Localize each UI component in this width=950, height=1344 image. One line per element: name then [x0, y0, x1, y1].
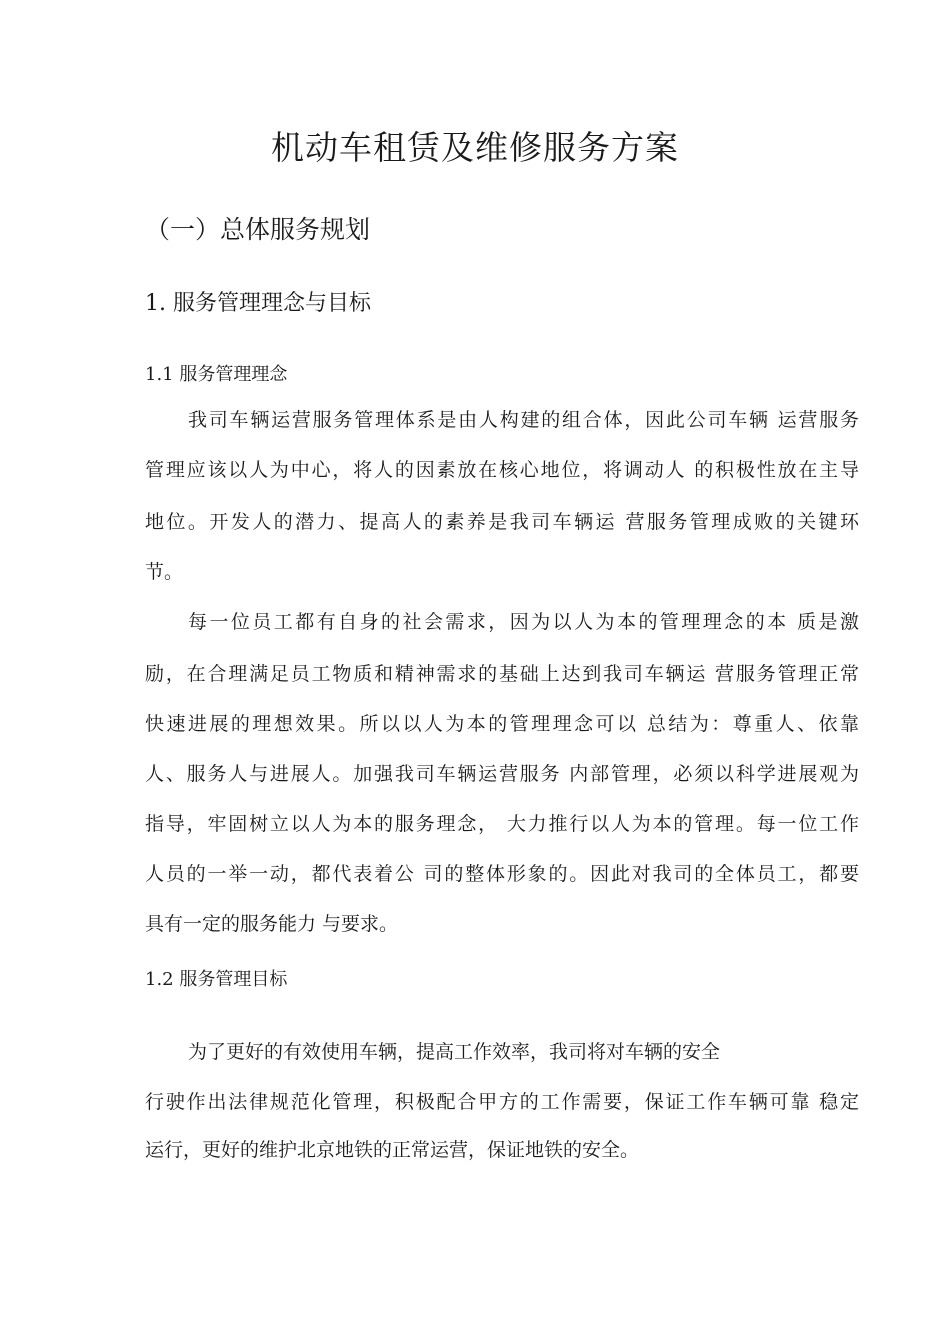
subsection-heading: 1. 服务管理理念与目标: [145, 291, 371, 316]
paragraph-line: 行驶作出法律规范化管理，积极配合甲方的工作需要，保证工作车辆可靠 稳定: [145, 1091, 859, 1113]
subsubsection-heading: 1.2 服务管理目标: [145, 969, 288, 990]
paragraph-line: 具有一定的服务能力 与要求。: [145, 913, 399, 935]
paragraph-line: 运行，更好的维护北京地铁的正常运营，保证地铁的安全。: [145, 1139, 640, 1161]
paragraph-line: 每一位员工都有自身的社会需求，因为以人为本的管理理念的本 质是激: [188, 611, 859, 633]
paragraph-line: 励，在合理满足员工物质和精神需求的基础上达到我司车辆运 营服务管理正常: [145, 663, 859, 685]
paragraph-line: 人员的一举一动，都代表着公 司的整体形象的。因此对我司的全体员工，都要: [145, 863, 859, 885]
paragraph-line: 地位。开发人的潜力、提高人的素养是我司车辆运 营服务管理成败的关键环: [145, 511, 859, 533]
paragraph-line: 我司车辆运营服务管理体系是由人构建的组合体，因此公司车辆 运营服务: [188, 409, 859, 431]
document-title: 机动车租赁及维修服务方案: [271, 128, 679, 167]
paragraph-line: 指导，牢固树立以人为本的服务理念， 大力推行以人为本的管理。每一位工作: [145, 813, 859, 835]
paragraph-line: 管理应该以人为中心，将人的因素放在核心地位，将调动人 的积极性放在主导: [145, 459, 859, 481]
subsubsection-heading: 1.1 服务管理理念: [145, 364, 288, 385]
paragraph-line: 快速进展的理想效果。所以以人为本的管理理念可以 总结为：尊重人、依靠: [145, 713, 859, 735]
paragraph-line: 人、服务人与进展人。加强我司车辆运营服务 内部管理，必须以科学进展观为: [145, 763, 859, 785]
paragraph-line: 为了更好的有效使用车辆，提高工作效率，我司将对车辆的安全: [188, 1041, 721, 1063]
section-heading: （一）总体服务规划: [145, 215, 371, 244]
paragraph-line: 节。: [145, 561, 184, 583]
